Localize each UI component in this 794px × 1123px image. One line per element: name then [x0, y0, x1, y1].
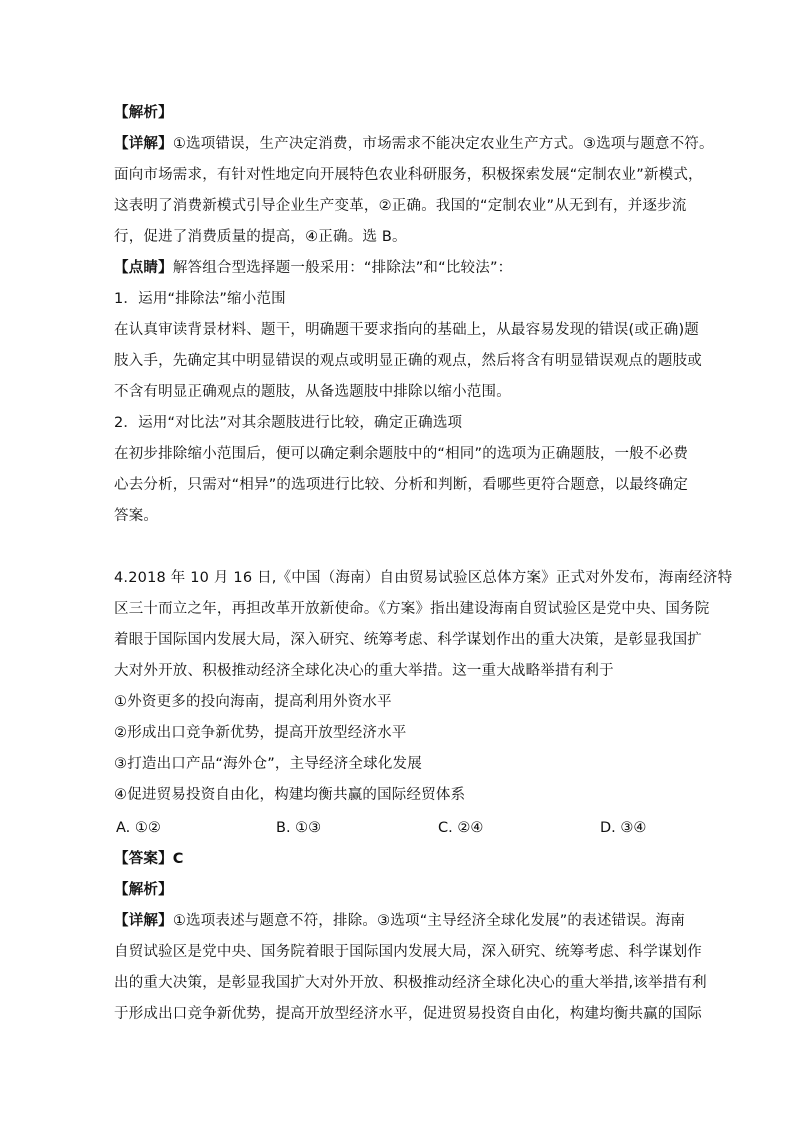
point1-line-1: 在认真审读背景材料、题干，明确题干要求指向的基础上，从最容易发现的错误(或正确)题	[114, 322, 700, 338]
q4-jiexi-heading: 【解析】	[114, 882, 173, 898]
q4-option-d: D. ③④	[600, 820, 647, 836]
detail-line-4: 行，促进了消费质量的提高，④正确。选 B。	[114, 229, 407, 245]
point2-line-2: 心去分析，只需对“相异”的选项进行比较、分析和判断，看哪些更符合题意，以最终确定	[114, 477, 689, 493]
point2-title: 2．运用“对比法”对其余题肢进行比较，确定正确选项	[114, 415, 463, 431]
point2-line-3: 答案。	[114, 508, 159, 524]
detail-tag: 【详解】	[114, 136, 173, 152]
dianjing-tag: 【点睛】	[114, 260, 173, 276]
q4-statement-4: ④促进贸易投资自由化，构建均衡共赢的国际经贸体系	[114, 787, 466, 803]
q4-detail-line-4: 于形成出口竞争新优势，提高开放型经济水平，促进贸易投资自由化，构建均衡共赢的国际	[114, 1006, 702, 1022]
q4-option-c: C. ②④	[438, 820, 484, 836]
q4-option-a: A. ①②	[116, 820, 161, 836]
dianjing-line	[114, 258, 512, 278]
q4-detail-tag: 【详解】	[114, 913, 173, 929]
point1-title: 1．运用“排除法”缩小范围	[114, 291, 286, 307]
q4-stem-line-3: 着眼于国际国内发展大局，深入研究、统筹考虑、科学谋划作出的重大决策，是彰显我国扩	[114, 632, 702, 648]
q4-stem-line-4: 大对外开放、积极推动经济全球化决心的重大举措。这一重大战略举措有利于	[114, 663, 614, 679]
detail-line-2: 面向市场需求，有针对性地定向开展特色农业科研服务，积极探索发展“定制农业”新模式，	[114, 167, 703, 183]
q4-detail-text: ①选项表述与题意不符，排除。③选项“主导经济全球化发展”的表述错误。海南	[172, 913, 686, 929]
q4-option-b: B. ①③	[276, 820, 322, 836]
dianjing-text: 解答组合型选择题一般采用：“排除法”和“比较法”：	[172, 260, 513, 276]
detail-line-1	[114, 134, 714, 154]
point1-line-2: 肢入手，先确定其中明显错误的观点或明显正确的观点，然后将含有明显错误观点的题肢或	[114, 353, 702, 369]
point2-line-1: 在初步排除缩小范围后，便可以确定剩余题肢中的“相同”的选项为正确题肢，一般不必费	[114, 446, 689, 462]
q4-stem-line-2: 区三十而立之年，再担改革开放新使命。《方案》指出建设海南自贸试验区是党中央、国务院	[114, 601, 710, 617]
point1-line-3: 不含有明显正确观点的题肢，从备选题肢中排除以缩小范围。	[114, 384, 511, 400]
detail-line-3: 这表明了消费新模式引导企业生产变革，②正确。我国的“定制农业”从无到有，并逐步流	[114, 198, 687, 214]
q4-detail-line-3: 出的重大决策，是彰显我国扩大对外开放、积极推动经济全球化决心的重大举措,该举措有利	[114, 975, 707, 991]
q4-detail-line-2: 自贸试验区是党中央、国务院着眼于国际国内发展大局，深入研究、统筹考虑、科学谋划作	[114, 944, 702, 960]
detail-text: ①选项错误，生产决定消费，市场需求不能决定农业生产方式。③选项与题意不符。	[172, 136, 714, 152]
q4-answer: 【答案】C	[114, 851, 184, 867]
jiexi-heading: 【解析】	[114, 105, 173, 121]
q4-stem-line-1: 4.2018 年 10 月 16 日,《中国（海南）自由贸易试验区总体方案》正式对外发布，海南经济特	[114, 570, 733, 586]
q4-detail-line-1	[114, 911, 685, 931]
q4-statement-1: ①外资更多的投向海南，提高利用外资水平	[114, 694, 392, 710]
q4-statement-3: ③打造出口产品“海外仓”，主导经济全球化发展	[114, 756, 422, 772]
q4-statement-2: ②形成出口竞争新优势，提高开放型经济水平	[114, 725, 407, 741]
